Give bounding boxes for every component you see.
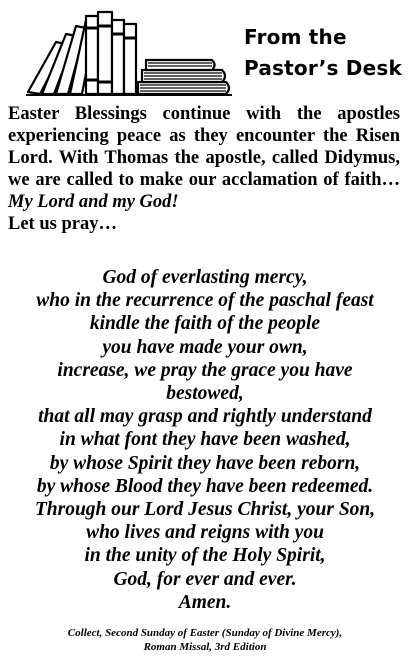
citation <box>0 626 410 654</box>
intro-emphasis: My Lord and my God! <box>8 192 179 212</box>
prayer-line: God of everlasting mercy, <box>102 267 308 288</box>
citation-line1: Collect, Second Sunday of Easter (Sunday of Divine Mercy), <box>67 627 343 639</box>
prayer-line: by whose Spirit they have been reborn, <box>49 452 361 474</box>
prayer-line: God, for ever and ever. <box>113 568 297 590</box>
header <box>0 0 410 100</box>
intro-text: Easter Blessings continue with the apostles experiencing peace as they encounter the Risen Lord. With Thomas the apostle, called Didymus, we are called to make our acclamation of faith… <box>8 104 400 190</box>
prayer-line: increase, we pray the grace you have <box>57 359 353 381</box>
header-title <box>244 22 402 84</box>
prayer <box>0 266 410 614</box>
prayer-line: kindle the faith of the people <box>89 313 321 335</box>
prayer-line: in what font they have been washed, <box>59 429 351 451</box>
prayer-line: that all may grasp and rightly understand <box>38 406 372 428</box>
header-title-line2: Pastor’s Desk <box>244 56 402 80</box>
prayer-line: you have made your own, <box>102 336 308 358</box>
books-icon <box>26 8 236 98</box>
prayer-line: Through our Lord Jesus Christ, your Son, <box>34 499 376 521</box>
prayer-line: who in the recurrence of the paschal feast <box>36 290 374 312</box>
prayer-amen: Amen. <box>178 591 232 613</box>
prayer-line: who lives and reigns with you <box>86 522 324 544</box>
header-title-line1: From the <box>244 25 347 49</box>
prayer-line: bestowed, <box>166 383 244 405</box>
intro-closing: Let us pray… <box>8 214 117 234</box>
prayer-line: by whose Blood they have been redeemed. <box>36 475 374 497</box>
intro-paragraph <box>8 103 400 235</box>
citation-line2: Roman Missal, 3rd Edition <box>143 641 267 653</box>
prayer-line: in the unity of the Holy Spirit, <box>84 545 326 567</box>
